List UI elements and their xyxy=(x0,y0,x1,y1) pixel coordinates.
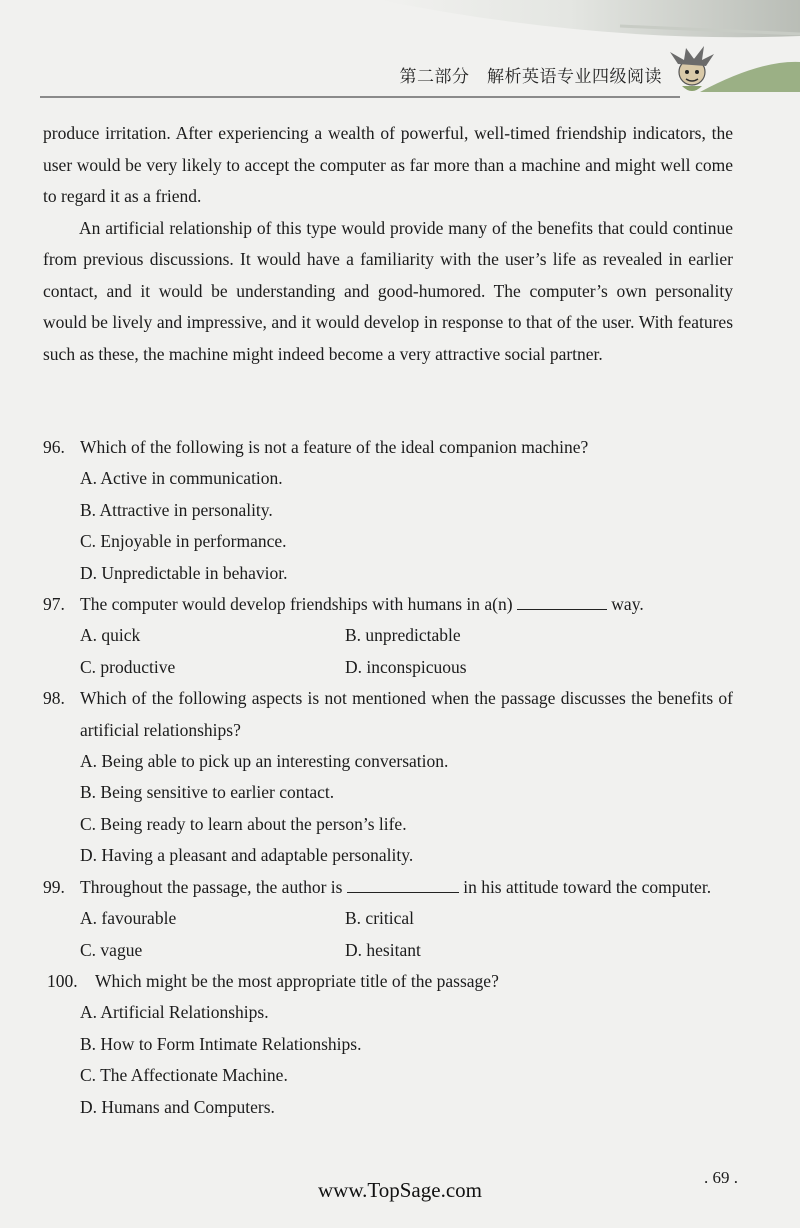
option-a: A. Being able to pick up an interesting conversation. xyxy=(80,751,449,772)
option-d: D. hesitant xyxy=(345,939,421,960)
option-row xyxy=(43,620,733,651)
question-number: 100. xyxy=(47,970,78,991)
passage-paragraph-2: An artificial relationship of this type would provide many of the benefits that could continue from previous discussions. It would have a familiarity with the user’s life as revealed in earlier contact, and it would be understanding and good-humored. The computer’s own personality would be lively and impressive, and it would develop in response to that of the user. With features such as these, the machine might indeed become a very attractive social partner. xyxy=(43,217,733,364)
question-number: 99. xyxy=(43,876,65,897)
question-96 xyxy=(43,432,733,463)
passage-paragraph-1: produce irritation. After experiencing a wealth of powerful, well-timed friendship indicators, the user would be very likely to accept the computer as far more than a machine and might well come to regard it as a friend. xyxy=(43,123,733,206)
question-number: 98. xyxy=(43,688,65,709)
option-c: C. vague xyxy=(80,939,143,960)
option-c: C. Enjoyable in performance. xyxy=(80,531,287,552)
option-c: C. productive xyxy=(80,656,176,677)
option-row xyxy=(43,652,733,683)
option-d: D. Humans and Computers. xyxy=(80,1096,275,1117)
passage xyxy=(43,118,733,370)
option-b: B. How to Form Intimate Relationships. xyxy=(80,1033,362,1054)
question-text-before: The computer would develop friendships with humans in a(n) xyxy=(80,594,513,615)
option-c: C. The Affectionate Machine. xyxy=(80,1065,288,1086)
option-d: D. Unpredictable in behavior. xyxy=(80,562,288,583)
option-b: B. critical xyxy=(345,908,415,929)
option-c: C. Being ready to learn about the person’s life. xyxy=(80,813,407,834)
option-a: A. Active in communication. xyxy=(80,468,283,489)
mascot-icon xyxy=(664,42,720,98)
option-row xyxy=(43,935,733,966)
question-text: Which might be the most appropriate title of the passage? xyxy=(95,970,499,991)
option-b: B. Attractive in personality. xyxy=(80,499,273,520)
question-text-before: Throughout the passage, the author is xyxy=(80,876,343,897)
question-text-after: way. xyxy=(611,594,644,615)
answer-blank xyxy=(347,878,459,893)
header-title: 第二部分 解析英语专业四级阅读 xyxy=(399,67,662,87)
page-number: . 69 . xyxy=(704,1168,738,1187)
question-text: Which of the following is not a feature of the ideal companion machine? xyxy=(80,437,589,457)
option-a: A. favourable xyxy=(80,908,177,929)
option-row xyxy=(43,903,733,934)
question-text xyxy=(43,872,733,903)
question-text: Which of the following aspects is not mentioned when the passage discusses the benefits of artificial relationships? xyxy=(80,688,733,740)
footer-url: www.TopSage.com xyxy=(318,1178,482,1202)
question-list xyxy=(43,432,733,1123)
question-text xyxy=(43,589,733,620)
option-d: D. inconspicuous xyxy=(345,656,467,677)
option-a: A. quick xyxy=(80,625,141,646)
option-b: B. Being sensitive to earlier contact. xyxy=(80,782,335,803)
option-a: A. Artificial Relationships. xyxy=(80,1002,269,1023)
question-number: 96. xyxy=(43,437,65,457)
option-d: D. Having a pleasant and adaptable personality. xyxy=(80,845,414,866)
question-number: 97. xyxy=(43,594,65,615)
question-97 xyxy=(43,589,733,620)
question-text-after: in his attitude toward the computer. xyxy=(463,876,712,897)
header-rule xyxy=(40,96,680,98)
question-98 xyxy=(43,683,733,746)
question-99 xyxy=(43,872,733,903)
answer-blank xyxy=(517,595,607,610)
option-b: B. unpredictable xyxy=(345,625,461,646)
question-100 xyxy=(43,966,733,997)
